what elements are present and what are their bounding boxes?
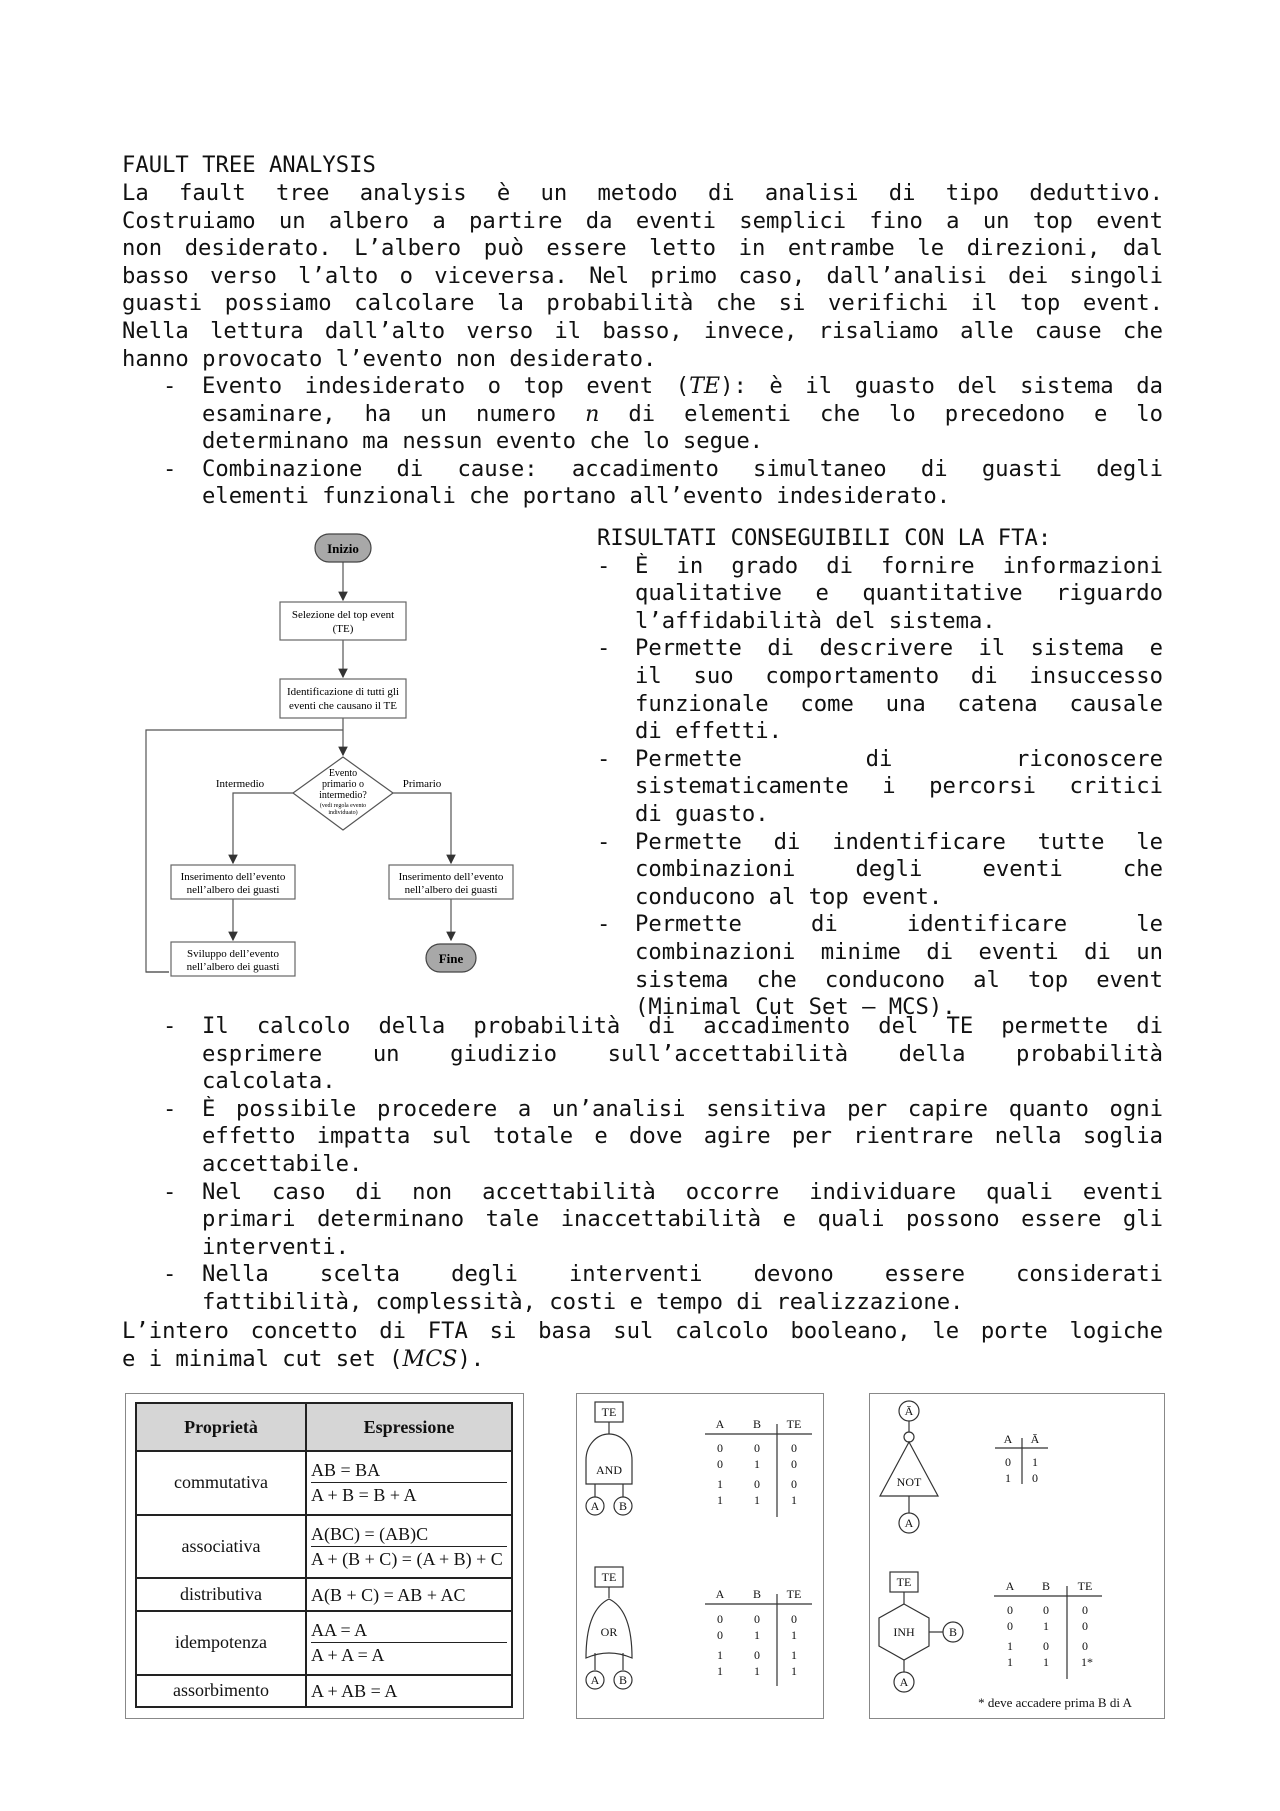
svg-text:Inserimento dell’evento: Inserimento dell’evento bbox=[180, 871, 286, 883]
definitions-list bbox=[122, 373, 1163, 511]
svg-text:A: A bbox=[1005, 1579, 1015, 1593]
svg-text:1: 1 bbox=[754, 1628, 760, 1642]
svg-text:1: 1 bbox=[791, 1628, 797, 1642]
svg-text:0: 0 bbox=[791, 1457, 797, 1471]
bullet-dash: - bbox=[597, 828, 611, 855]
svg-text:nell’albero dei guasti: nell’albero dei guasti bbox=[404, 884, 498, 896]
svg-text:eventi che causano il TE: eventi che causano il TE bbox=[289, 700, 397, 712]
table-row: assorbimento A + AB = A bbox=[136, 1675, 512, 1707]
svg-text:1: 1 bbox=[754, 1457, 760, 1471]
svg-text:1: 1 bbox=[1043, 1619, 1049, 1633]
intro-line: basso verso l’alto o viceversa. Nel primo caso, dall’analisi dei singoli bbox=[122, 262, 1163, 289]
svg-text:1: 1 bbox=[754, 1664, 760, 1678]
bullet-dash: - bbox=[163, 373, 177, 399]
svg-text:(TE): (TE) bbox=[332, 623, 354, 635]
svg-text:B: B bbox=[752, 1587, 762, 1601]
svg-text:0: 0 bbox=[1007, 1603, 1013, 1617]
not-top-label: Ā bbox=[904, 1404, 914, 1418]
inh-gate-label: INH bbox=[893, 1625, 915, 1639]
bullet-dash: - bbox=[163, 455, 177, 482]
svg-text:B: B bbox=[948, 1625, 958, 1639]
svg-text:0: 0 bbox=[1082, 1603, 1088, 1617]
svg-text:1: 1 bbox=[791, 1493, 797, 1507]
document-title: FAULT TREE ANALYSIS bbox=[122, 152, 376, 178]
svg-text:0: 0 bbox=[791, 1477, 797, 1491]
svg-text:0: 0 bbox=[717, 1612, 723, 1626]
inh-top-label: TE bbox=[896, 1575, 912, 1589]
svg-text:0: 0 bbox=[1007, 1619, 1013, 1633]
svg-text:Identificazione di tutti gli: Identificazione di tutti gli bbox=[286, 686, 400, 698]
svg-text:B: B bbox=[618, 1673, 628, 1687]
svg-text:1: 1 bbox=[791, 1648, 797, 1662]
svg-text:Ā: Ā bbox=[1030, 1432, 1040, 1446]
bullet-dash: - bbox=[597, 552, 611, 579]
svg-text:1: 1 bbox=[1043, 1655, 1049, 1669]
svg-text:nell’albero dei guasti: nell’albero dei guasti bbox=[186, 884, 280, 896]
svg-text:individuato): individuato) bbox=[328, 810, 358, 816]
table-row: distributiva A(B + C) = AB + AC bbox=[136, 1578, 512, 1610]
svg-text:1: 1 bbox=[1032, 1455, 1038, 1469]
svg-text:nell’albero dei guasti: nell’albero dei guasti bbox=[186, 961, 280, 973]
bullet-dash: - bbox=[163, 1095, 177, 1122]
identify-events-box bbox=[280, 679, 406, 718]
svg-text:0: 0 bbox=[1082, 1639, 1088, 1653]
svg-text:0: 0 bbox=[1005, 1455, 1011, 1469]
intro-line: guasti possiamo calcolare la probabilità che si verifichi il top event. bbox=[122, 290, 1163, 317]
list-item: - Permette di indentificare tutte le combinazioni degli eventi che conducono al top event. bbox=[597, 828, 1163, 910]
svg-text:A: A bbox=[715, 1587, 725, 1601]
or-top-label: TE bbox=[601, 1570, 617, 1584]
table-row: idempotenza AA = A A + A = A bbox=[136, 1611, 512, 1675]
fta-flowchart bbox=[143, 530, 518, 994]
or-gate-label: OR bbox=[600, 1625, 618, 1639]
svg-text:1: 1 bbox=[1007, 1655, 1013, 1669]
bullet-dash: - bbox=[163, 1013, 177, 1039]
list-item: - Permette di identificare le combinazioni minime di eventi di un sistema che conducono al top event (Minimal Cut Set – MCS). bbox=[597, 911, 1163, 1021]
svg-text:1: 1 bbox=[717, 1664, 723, 1678]
and-gate-label: AND bbox=[596, 1463, 622, 1477]
svg-text:A: A bbox=[899, 1675, 909, 1689]
and-top-label: TE bbox=[601, 1405, 617, 1419]
boolean-properties-figure bbox=[125, 1393, 524, 1719]
svg-text:1: 1 bbox=[1007, 1639, 1013, 1653]
bullet-dash: - bbox=[597, 635, 611, 662]
svg-text:1: 1 bbox=[717, 1493, 723, 1507]
svg-text:B: B bbox=[618, 1499, 628, 1513]
svg-text:1: 1 bbox=[1005, 1471, 1011, 1485]
results-section bbox=[597, 525, 1163, 1022]
svg-text:A: A bbox=[1003, 1432, 1013, 1446]
and-or-gates-figure bbox=[576, 1393, 824, 1719]
list-item: - Permette di riconoscere sistematicamente i percorsi critici di guasto. bbox=[597, 745, 1163, 827]
svg-text:0: 0 bbox=[1043, 1639, 1049, 1653]
svg-text:Sviluppo dell’evento: Sviluppo dell’evento bbox=[187, 948, 279, 960]
svg-text:intermedio?: intermedio? bbox=[319, 790, 367, 801]
bullet-dash: - bbox=[163, 1178, 177, 1205]
svg-text:0: 0 bbox=[754, 1648, 760, 1662]
svg-text:0: 0 bbox=[754, 1477, 760, 1491]
intermediate-branch-label: Intermedio bbox=[215, 778, 265, 790]
svg-text:0: 0 bbox=[1082, 1619, 1088, 1633]
list-item: - Permette di descrivere il sistema e il suo comportamento di insuccesso funzionale come una catena causale di effetti. bbox=[597, 635, 1163, 745]
list-item: - È in grado di fornire informazioni qualitative e quantitative riguardo l’affidabilità del sistema. bbox=[597, 552, 1163, 634]
inh-footnote: * deve accadere prima B di A bbox=[978, 1695, 1132, 1710]
list-item: - Nella scelta degli interventi devono essere considerati fattibilità, complessità, costi e tempo di realizzazione. bbox=[122, 1261, 1163, 1316]
svg-text:TE: TE bbox=[1077, 1579, 1093, 1593]
svg-text:A: A bbox=[904, 1516, 914, 1530]
intro-line: hanno provocato l’evento non desiderato. bbox=[122, 345, 657, 372]
intro-line: non desiderato. L’albero può essere letto in entrambe le direzioni, dal bbox=[122, 235, 1163, 262]
svg-text:0: 0 bbox=[1043, 1603, 1049, 1617]
considerations-list bbox=[122, 1013, 1163, 1317]
start-label: Inizio bbox=[327, 541, 359, 556]
bullet-dash: - bbox=[163, 1261, 177, 1288]
svg-text:0: 0 bbox=[717, 1457, 723, 1471]
svg-text:0: 0 bbox=[754, 1441, 760, 1455]
intro-line: Nella lettura dall’alto verso il basso, invece, risaliamo alle cause che bbox=[122, 317, 1163, 344]
svg-text:TE: TE bbox=[786, 1417, 802, 1431]
svg-text:B: B bbox=[1041, 1579, 1051, 1593]
svg-text:0: 0 bbox=[717, 1628, 723, 1642]
table-row: commutativa AB = BA A + B = B + A bbox=[136, 1451, 512, 1515]
svg-text:1: 1 bbox=[791, 1664, 797, 1678]
svg-text:0: 0 bbox=[717, 1441, 723, 1455]
conclusion-paragraph: L’intero concetto di FTA si basa sul calcolo booleano, le porte logiche e i minimal cut set (MCS). bbox=[122, 1318, 1163, 1372]
svg-text:0: 0 bbox=[791, 1612, 797, 1626]
not-gate-label: NOT bbox=[896, 1475, 922, 1489]
svg-text:1: 1 bbox=[717, 1648, 723, 1662]
primary-branch-label: Primario bbox=[402, 778, 442, 790]
bullet-dash: - bbox=[597, 745, 611, 772]
svg-text:(vedi regola evento: (vedi regola evento bbox=[319, 803, 367, 809]
svg-text:0: 0 bbox=[754, 1612, 760, 1626]
svg-text:primario o: primario o bbox=[322, 779, 364, 790]
column-header: Espressione bbox=[306, 1403, 512, 1451]
svg-text:1*: 1* bbox=[1081, 1655, 1093, 1669]
column-header: Proprietà bbox=[136, 1403, 306, 1451]
svg-text:Selezione del top event: Selezione del top event bbox=[291, 609, 395, 621]
not-inh-gates-figure bbox=[869, 1393, 1165, 1719]
bullet-dash: - bbox=[597, 911, 611, 938]
list-item: - Nel caso di non accettabilità occorre individuare quali eventi primari determinano tale inaccettabilità e quali possono essere gli interventi. bbox=[122, 1179, 1163, 1262]
svg-text:1: 1 bbox=[717, 1477, 723, 1491]
svg-text:1: 1 bbox=[754, 1493, 760, 1507]
boolean-properties-table bbox=[135, 1402, 513, 1708]
list-item: - Combinazione di cause: accadimento simultaneo di guasti degli elementi funzionali che portano all’evento indesiderato. bbox=[122, 456, 1163, 511]
svg-text:0: 0 bbox=[1032, 1471, 1038, 1485]
intro-paragraph bbox=[122, 180, 1163, 373]
svg-text:0: 0 bbox=[791, 1441, 797, 1455]
results-heading: RISULTATI CONSEGUIBILI CON LA FTA: bbox=[597, 525, 1052, 551]
svg-text:Inserimento dell’evento: Inserimento dell’evento bbox=[398, 871, 504, 883]
svg-text:A: A bbox=[715, 1417, 725, 1431]
list-item: - Il calcolo della probabilità di accadimento del TE permette di esprimere un giudizio sull’accettabilità della probabilità calcolata. bbox=[122, 1013, 1163, 1096]
intro-line: Costruiamo un albero a partire da eventi semplici fino a un top event bbox=[122, 207, 1163, 234]
intro-line: La fault tree analysis è un metodo di analisi di tipo deduttivo. bbox=[122, 180, 1163, 206]
svg-text:A: A bbox=[590, 1673, 600, 1687]
svg-text:A: A bbox=[590, 1499, 600, 1513]
table-row: associativa A(BC) = (AB)C A + (B + C) = (A + B) + C bbox=[136, 1515, 512, 1579]
svg-text:B: B bbox=[752, 1417, 762, 1431]
svg-text:TE: TE bbox=[786, 1587, 802, 1601]
svg-text:Evento: Evento bbox=[328, 768, 358, 779]
list-item: - È possibile procedere a un’analisi sensitiva per capire quanto ogni effetto impatta sul totale e dove agire per rientrare nella soglia accettabile. bbox=[122, 1096, 1163, 1179]
end-label: Fine bbox=[438, 951, 464, 966]
list-item: - Evento indesiderato o top event (TE): è il guasto del sistema da esaminare, ha un numero n di elementi che lo precedono e lo determinano ma nessun evento che lo segue. bbox=[122, 373, 1163, 456]
